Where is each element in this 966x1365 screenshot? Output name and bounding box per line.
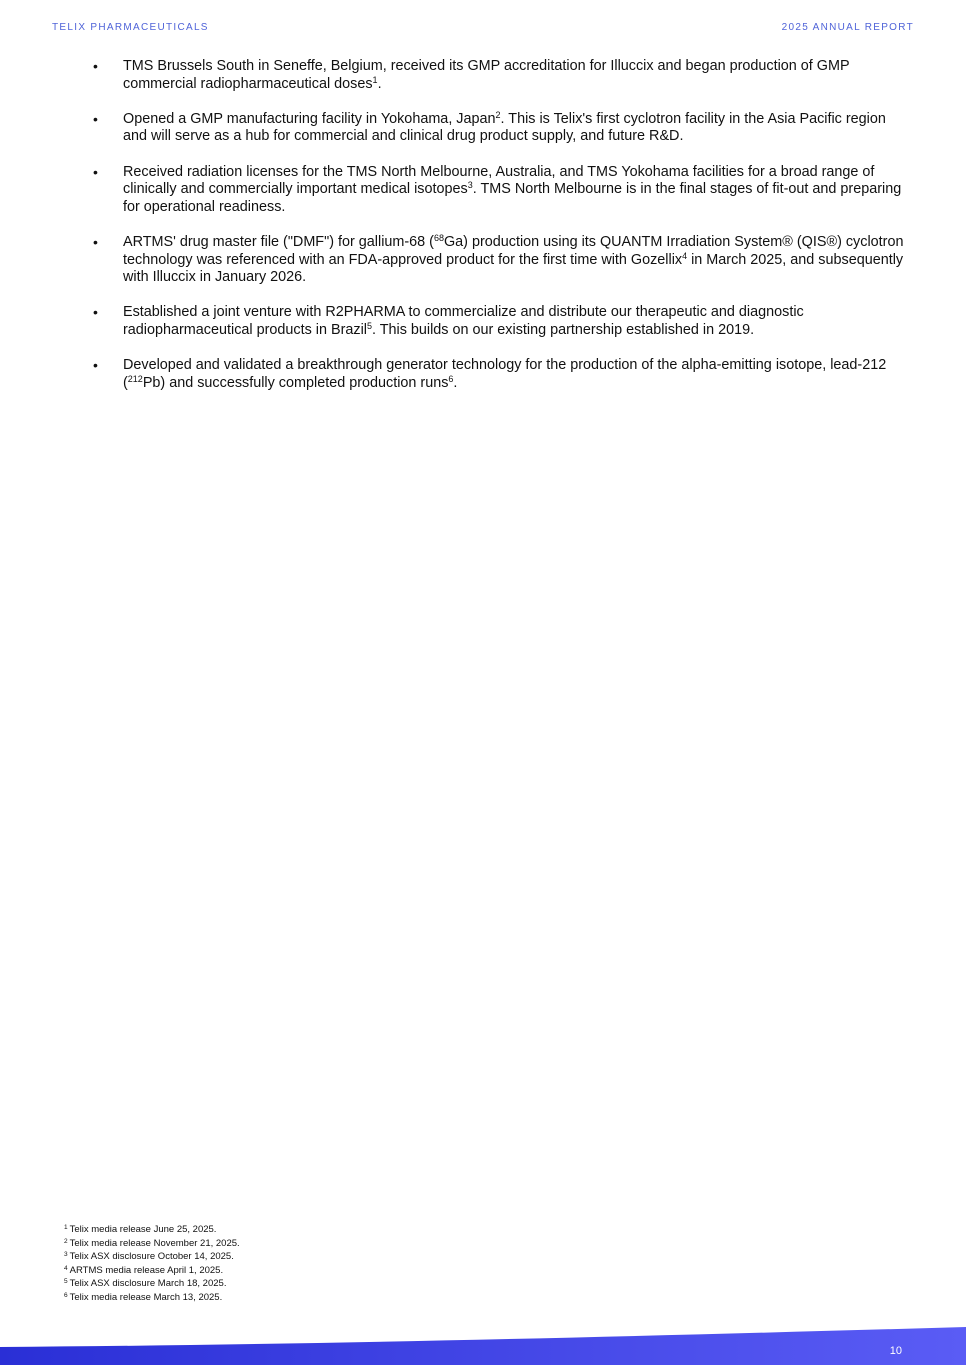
footnote [64,1222,240,1236]
footnote-number: 2 [64,1237,68,1245]
bullet-text: . TMS North Melbourne is in the final stages of fit-out and preparing for operational readiness. [123,181,902,215]
bullet-item [92,304,904,339]
bullet-text: . This builds on our existing partnership established in 2019. [371,321,755,338]
footnote-text: Telix ASX disclosure March 18, 2025. [69,1278,227,1290]
bullet-item [92,58,904,93]
bullet-marker: • [93,58,98,74]
superscript: 3 [467,180,473,191]
footnote-number: 1 [64,1224,68,1231]
bullet-text: in March 2025, and subsequently with Illuccix in January 2026. [123,251,904,286]
footnote-number: 5 [64,1278,68,1286]
bullet-text: . [377,75,382,92]
bullet-text: . This is Telix's first cyclotron facility in the Asia Pacific region and will serve as a hub for commercial and clinical drug product supply, and future R&D. [123,110,886,145]
superscript: 2 [495,109,501,120]
footnote-text: ARTMS media release April 1, 2025. [69,1264,224,1276]
footer-band [0,1325,966,1365]
footnote-number: 4 [64,1264,68,1272]
footnote-number: 6 [64,1291,68,1299]
footnote-number: 3 [64,1251,68,1259]
footnote [64,1263,240,1277]
footnote-text: Telix media release November 21, 2025. [69,1237,240,1249]
bullet-marker: • [93,304,98,321]
bullet-item [92,234,904,287]
superscript: 68 [433,232,444,243]
header-company: TELIX PHARMACEUTICALS [52,22,209,33]
bullet-marker: • [93,163,98,180]
bullet-text: ARTMS' drug master file ("DMF") for gallium-68 ( [123,233,434,250]
footnote [64,1276,240,1290]
superscript: 212 [127,373,143,384]
bullet-text: Ga) production using its QUANTM Irradiation System® (QIS®) cyclotron technology was referenced with an FDA-approved product for the first time with Gozellix [123,233,904,268]
superscript: 6 [448,373,454,384]
footnotes [64,1222,240,1304]
bullet-item [92,357,904,392]
bullet-item [92,111,904,146]
page-number: 10 [889,1345,902,1357]
header-report-title: 2025 ANNUAL REPORT [781,22,914,33]
bullet-text: Established a joint venture with R2PHARMA to commercialize and distribute our therapeutic and diagnostic radiopharmaceutical products in Brazil [123,304,804,338]
bullet-text: Received radiation licenses for the TMS North Melbourne, Australia, and TMS Yokohama facilities for a broad range of clinically and commercially important medical isotopes [123,163,875,198]
footnote [64,1236,240,1250]
footnote-text: Telix media release March 13, 2025. [69,1291,223,1303]
bullet-marker: • [93,233,98,250]
bullet-text: Developed and validated a breakthrough generator technology for the production of the alpha-emitting isotope, lead-212 ( [123,357,887,391]
bullet-text: Opened a GMP manufacturing facility in Yokohama, Japan [123,110,496,127]
bullet-text: Pb) and successfully completed production runs [142,374,449,391]
highlights-list [92,58,904,410]
bullet-text: . [453,374,458,391]
superscript: 4 [682,250,688,261]
footnote [64,1249,240,1263]
superscript: 5 [366,320,372,331]
bullet-item [92,164,904,217]
bullet-marker: • [93,357,98,374]
bullet-marker: • [93,110,98,127]
footnote-text: Telix media release June 25, 2025. [69,1224,217,1235]
footnote [64,1290,240,1304]
footnote-text: Telix ASX disclosure October 14, 2025. [69,1251,234,1263]
superscript: 1 [372,74,378,85]
bullet-text: TMS Brussels South in Seneffe, Belgium, received its GMP accreditation for Illuccix and began production of GMP commercial radiopharmaceutical doses [123,58,850,92]
